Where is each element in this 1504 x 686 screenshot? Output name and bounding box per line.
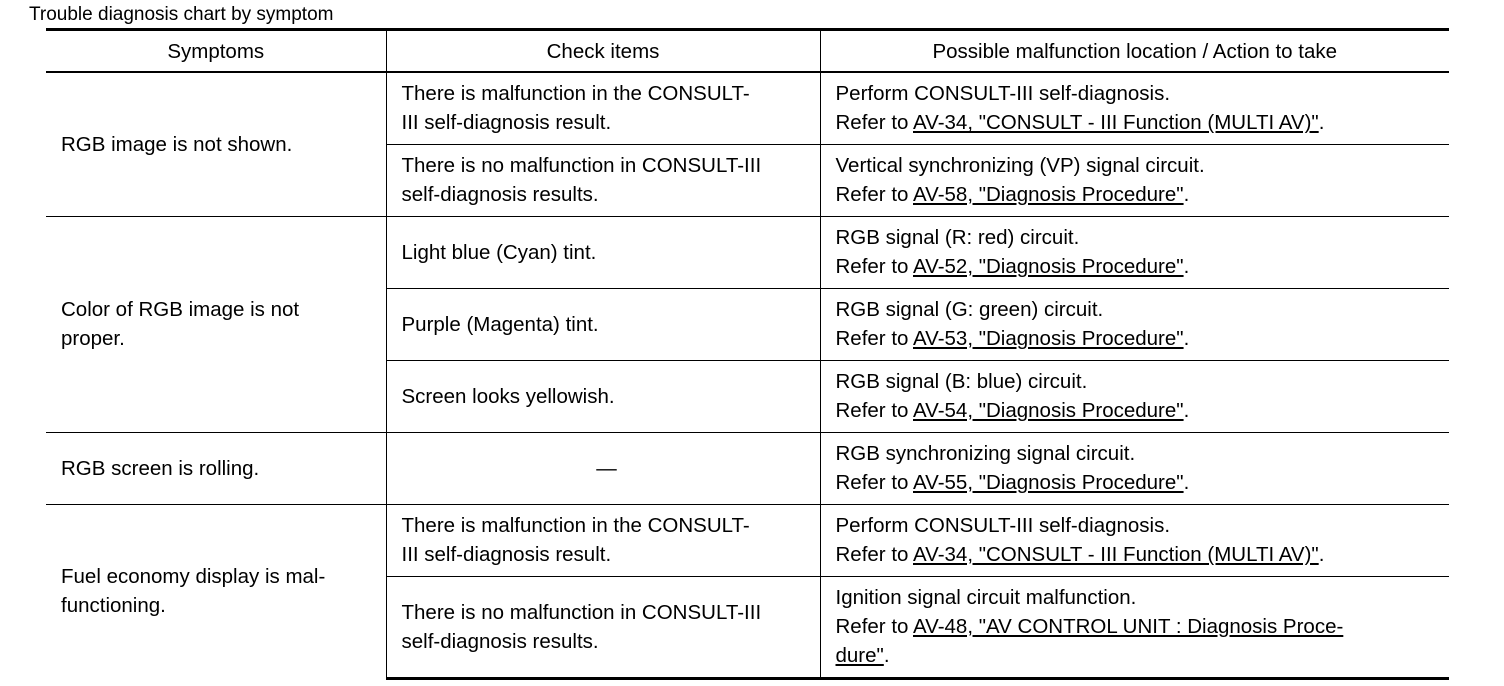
chart-caption: Trouble diagnosis chart by symptom [29,4,334,25]
refer-prefix: Refer to [835,543,913,566]
action-text: RGB signal (R: red) circuit. [835,226,1080,249]
refer-prefix: Refer to [835,255,913,278]
symptom-text: Color of RGB image is not [61,298,300,321]
refer-prefix: Refer to [835,615,913,638]
reference-link[interactable]: AV-34, "CONSULT - III Function (MULTI AV)" [913,111,1319,135]
refer-line [836,180,1442,209]
check-text: There is no malfunction in CONSULT-III [401,154,762,177]
refer-line [836,468,1442,497]
symptom-cell [46,72,386,216]
refer-line [836,252,1442,281]
check-cell [386,504,820,576]
diagnosis-table [46,28,1449,680]
symptom-text: RGB screen is rolling. [61,456,260,480]
table-row [46,72,1449,144]
action-cell [820,360,1449,432]
reference-link[interactable]: AV-34, "CONSULT - III Function (MULTI AV)" [913,543,1319,566]
action-text: Perform CONSULT-III self-diagnosis. [835,82,1171,106]
check-text: III self-diagnosis result. [401,543,612,566]
symptom-cell [46,432,386,504]
reference-link[interactable]: AV-52, "Diagnosis Procedure" [913,255,1184,278]
check-cell [386,432,820,504]
refer-suffix: . [1183,471,1190,494]
table-row [46,432,1449,504]
refer-suffix: . [1183,327,1190,350]
symptom-text: functioning. [61,594,166,618]
check-text: Light blue (Cyan) tint. [401,240,597,264]
refer-line [836,396,1442,425]
action-text: RGB signal (B: blue) circuit. [835,370,1088,393]
check-cell [386,144,820,216]
refer-line-continued [836,641,1442,670]
action-cell [820,144,1449,216]
refer-prefix: Refer to [835,183,913,206]
symptom-cell [46,216,386,432]
check-cell [386,288,820,360]
action-cell [820,288,1449,360]
action-text: RGB signal (G: green) circuit. [835,298,1104,321]
check-cell [386,216,820,288]
check-text: There is malfunction in the CONSULT- [401,82,750,106]
refer-line [836,108,1442,137]
refer-prefix: Refer to [835,327,913,350]
action-cell [820,432,1449,504]
action-text: Perform CONSULT-III self-diagnosis. [835,514,1171,537]
table-row [46,216,1449,288]
symptom-text: proper. [61,327,125,350]
action-text: Vertical synchronizing (VP) signal circuit. [835,154,1205,177]
action-cell [820,72,1449,144]
refer-prefix: Refer to [835,399,913,422]
refer-suffix: . [1318,111,1325,135]
refer-line [836,324,1442,353]
check-cell [386,360,820,432]
refer-suffix: . [1318,543,1325,566]
reference-link[interactable]: AV-53, "Diagnosis Procedure" [913,327,1184,350]
table-row [46,504,1449,576]
symptom-text: RGB image is not shown. [61,132,293,156]
refer-suffix: . [1183,255,1190,278]
check-text: Screen looks yellowish. [401,384,615,408]
action-cell [820,504,1449,576]
check-text: There is no malfunction in CONSULT-III [401,600,762,624]
refer-prefix: Refer to [835,471,913,494]
refer-line [836,612,1442,641]
refer-line [836,540,1442,569]
refer-suffix: . [883,644,890,667]
reference-link[interactable]: AV-48, "AV CONTROL UNIT : Diagnosis Proce- [913,615,1344,638]
check-text: There is malfunction in the CONSULT- [401,514,750,537]
symptom-text: Fuel economy display is mal- [61,565,326,589]
action-cell [820,216,1449,288]
action-text: Ignition signal circuit malfunction. [835,586,1137,609]
check-text: self-diagnosis results. [401,629,599,653]
check-text: Purple (Magenta) tint. [401,312,599,336]
header-symptoms: Symptoms [46,30,386,73]
check-text: self-diagnosis results. [401,183,599,206]
reference-link-continued[interactable]: dure" [835,644,884,667]
refer-suffix: . [1183,183,1190,206]
check-cell [386,72,820,144]
reference-link[interactable]: AV-54, "Diagnosis Procedure" [913,399,1184,422]
refer-prefix: Refer to [835,111,913,135]
header-check-items: Check items [386,30,820,73]
action-cell [820,576,1449,678]
refer-suffix: . [1183,399,1190,422]
header-action: Possible malfunction location / Action to take [820,30,1449,73]
header-row [46,30,1449,73]
reference-link[interactable]: AV-58, "Diagnosis Procedure" [913,183,1184,206]
check-dash: — [596,456,617,480]
action-text: RGB synchronizing signal circuit. [835,442,1136,465]
reference-link[interactable]: AV-55, "Diagnosis Procedure" [913,471,1184,494]
symptom-cell [46,504,386,678]
check-text: III self-diagnosis result. [401,111,612,135]
check-cell [386,576,820,678]
